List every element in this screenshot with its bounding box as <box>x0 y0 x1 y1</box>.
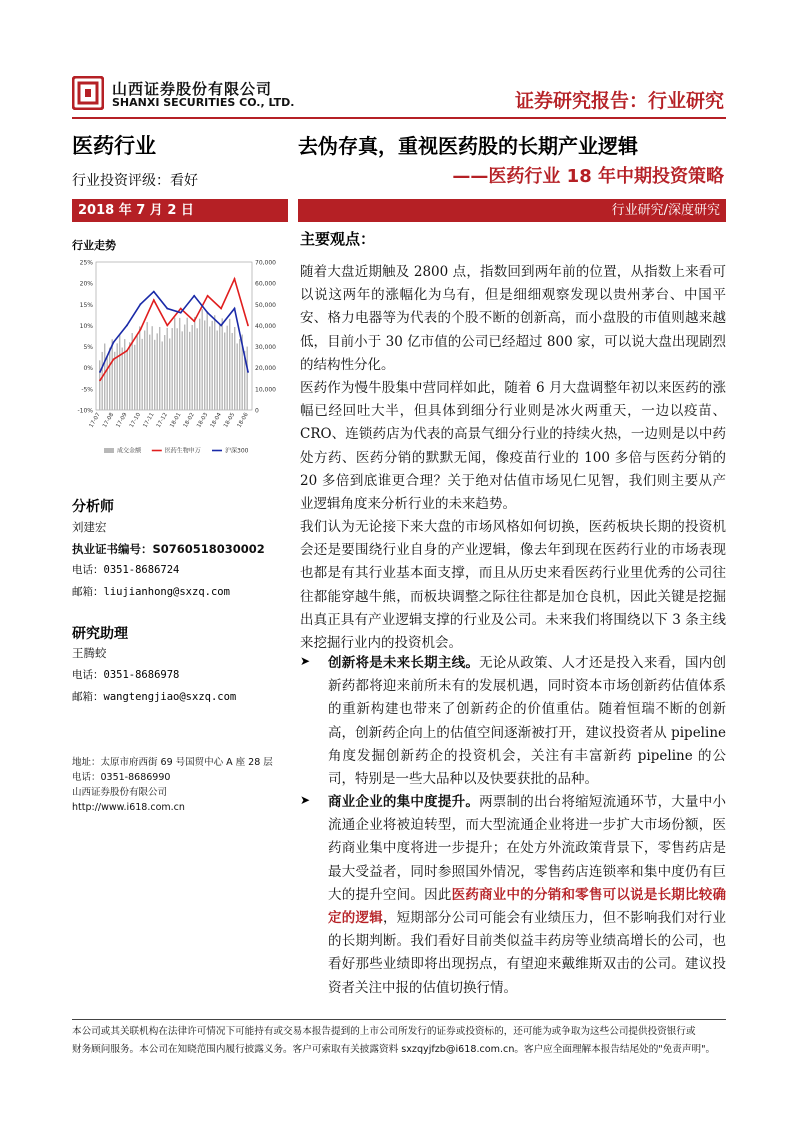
company-name-en: SHANXI SECURITIES CO., LTD. <box>112 96 295 109</box>
volume-bar <box>212 321 213 410</box>
volume-bar <box>239 339 240 410</box>
series-point <box>166 308 168 310</box>
volume-bar <box>184 325 185 410</box>
volume-bar <box>202 309 203 410</box>
series-point <box>220 325 222 327</box>
volume-bar <box>192 325 193 410</box>
series-point <box>207 312 209 314</box>
series-point <box>166 325 168 327</box>
y-right-tick-label: 40,000 <box>255 322 276 330</box>
volume-bar <box>227 326 228 410</box>
arrow-bullet-icon: ➤ <box>300 793 311 807</box>
bullet-innovation-body: 无论从政策、人才还是投入来看，国内创新药都将迎来前所未有的发展机遇，同时资本市场创新药估值体系的重新构建也带来了创新药企的价值重估。随着恒瑞不断的创新高，创新药企向上的估值空间逐渐被打开，建议投资者从 pipeline 角度发掘创新药企的投资机会，关注有丰富新药 pipeline 的公司，特别是一些大品种以及快要获批的品种。 <box>328 655 727 788</box>
analyst-name: 刘建宏 <box>72 520 107 534</box>
volume-bar <box>137 336 138 410</box>
volume-bar <box>194 317 195 410</box>
y-left-tick-label: -5% <box>81 386 93 394</box>
volume-bar <box>189 332 190 410</box>
series-point <box>113 341 115 343</box>
series-point <box>234 308 236 310</box>
report-category: 行业研究/深度研究 <box>298 199 726 222</box>
company-website[interactable]: http://www.i618.com.cn <box>72 802 185 813</box>
disclaimer <box>72 1023 732 1059</box>
volume-bar <box>174 318 175 410</box>
main-point-heading: 主要观点： <box>300 230 376 248</box>
assistant-phone: 电话：0351-8686978 <box>72 669 180 681</box>
x-tick-label: 18-05 <box>223 412 237 429</box>
series-point <box>247 325 249 327</box>
bullet-commerce-body-a: 两票制的出台将缩短流通环节，大量中小流通企业将被迫转型，而大型流通企业将进一步扩大市场份额，医药商业集中度将进一步提升；在处方外流政策背景下，零售药店是最大受益者，同时参照国外情况，零售药店连锁率和集中度仍有巨大的提升空间。因此 <box>328 794 727 903</box>
volume-bar <box>162 341 163 410</box>
volume-bar <box>139 326 140 410</box>
volume-bar <box>167 328 168 410</box>
company-phone: 电话：0351-8686990 <box>72 772 171 783</box>
bullet-commerce-body-b: ，短期部分公司可能会有业绩压力，但不影响我们对行业的长期判断。我们看好目前类似益丰药房等业绩高增长的公司，也看好那些业绩即将出现拐点，有望迎来戴维斯双击的公司。建议投资者关注中报的估值切换行情。 <box>328 910 727 996</box>
volume-bar <box>177 328 178 410</box>
x-tick-label: 17-07 <box>88 412 102 429</box>
report-date: 2018 年 7 月 2 日 <box>72 199 288 222</box>
legend-swatch-bar <box>104 448 114 453</box>
x-tick-label: 17-12 <box>155 412 170 429</box>
volume-bar <box>234 327 235 410</box>
disclaimer-line-2: 财务顾问服务。本公司在知晓范围内履行披露义务。客户可索取有关披露资料 sxzqyjfzb@i618.com.cn。客户应全面理解本报告结尾处的"免责声明"。 <box>72 1044 716 1055</box>
series-point <box>126 325 128 327</box>
volume-bar <box>214 315 215 410</box>
volume-bar <box>107 356 108 410</box>
industry-title: 医药行业 <box>72 134 156 158</box>
x-tick-label: 17-10 <box>128 412 143 429</box>
analyst-heading: 分析师 <box>72 499 114 515</box>
x-tick-label: 18-06 <box>236 412 250 429</box>
volume-bar <box>199 319 200 410</box>
report-type: 证券研究报告：行业研究 <box>514 90 724 112</box>
series-point <box>126 350 128 352</box>
volume-bar <box>217 331 218 410</box>
volume-bar <box>237 343 238 410</box>
y-left-tick-label: 10% <box>79 322 93 330</box>
x-tick-label: 17-08 <box>101 412 116 429</box>
volume-bar <box>229 319 230 410</box>
volume-bar <box>164 335 165 410</box>
x-tick-label: 18-02 <box>182 412 196 429</box>
volume-bar <box>127 351 128 410</box>
industry-rating: 行业投资评级：看好 <box>72 173 198 189</box>
y-left-tick-label: 20% <box>79 280 93 288</box>
report-subtitle: ——医药行业 18 年中期投资策略 <box>452 166 724 187</box>
y-right-tick-label: 50,000 <box>255 301 276 309</box>
y-left-tick-label: -10% <box>77 407 93 415</box>
x-tick-label: 18-04 <box>209 412 223 429</box>
company-address: 地址：太原市府西街 69 号国贸中心 A 座 28 层 <box>72 757 273 768</box>
volume-bar <box>197 328 198 410</box>
volume-bar <box>154 340 155 410</box>
company-contact <box>72 755 282 815</box>
header-divider <box>72 117 726 119</box>
industry-trend-chart <box>66 250 278 468</box>
y-right-tick-label: 20,000 <box>255 365 276 373</box>
volume-bar <box>142 339 143 410</box>
volume-bar <box>219 325 220 410</box>
volume-bar <box>104 344 105 410</box>
series-point <box>193 295 195 297</box>
volume-bar <box>147 322 148 410</box>
x-tick-label: 18-01 <box>169 412 183 429</box>
series-point <box>113 358 115 360</box>
volume-bar <box>172 328 173 410</box>
volume-bar <box>99 360 100 410</box>
legend-label: 成交金额 <box>117 447 142 455</box>
analyst-cert: 执业证书编号：S0760518030002 <box>72 542 265 556</box>
paragraph-3: 我们认为无论接下来大盘的市场风格如何切换，医药板块长期的投资机会还是要围绕行业自身的产业逻辑，像去年到现在医药行业的市场表现也都是有其行业基本面支撑，而且从历史来看医药行业里优秀的公司往往都能穿越牛熊，而板块调整之际往往都是加仓良机，因此关键是挖掘出真正具有产业逻辑支撑的行业及公司。未来我们将围绕以下 3 条主线来挖掘行业内的投资机会。 <box>300 519 726 652</box>
assistant-name: 王腾蛟 <box>72 646 107 660</box>
volume-bar <box>207 311 208 410</box>
y-right-tick-label: 0 <box>255 407 259 415</box>
volume-bar <box>109 348 110 410</box>
volume-bar <box>112 339 113 410</box>
volume-bar <box>102 352 103 410</box>
y-left-tick-label: 15% <box>79 301 93 309</box>
company-logo-icon <box>72 76 104 110</box>
legend-label: 沪深300 <box>225 447 249 455</box>
bullet-commerce-text <box>328 791 726 1000</box>
x-tick-label: 18-03 <box>196 412 210 429</box>
footer-divider <box>72 1019 726 1020</box>
bullet-innovation-title: 创新将是未来长期主线。 <box>328 655 480 671</box>
volume-bar <box>129 342 130 410</box>
chart-title: 行业走势 <box>72 239 116 252</box>
assistant-heading: 研究助理 <box>72 626 128 642</box>
volume-bar <box>124 339 125 410</box>
series-point <box>153 291 155 293</box>
analyst-phone: 电话：0351-8686724 <box>72 564 180 576</box>
analyst-email[interactable]: 邮箱：liujianhong@sxzq.com <box>72 586 230 598</box>
volume-bar <box>117 343 118 410</box>
volume-bar <box>232 333 233 410</box>
volume-bar <box>204 320 205 410</box>
y-left-tick-label: 25% <box>79 259 93 267</box>
volume-bar <box>169 338 170 410</box>
bullet-innovation-text <box>328 652 726 791</box>
volume-bar <box>179 318 180 410</box>
x-tick-label: 17-09 <box>115 412 129 429</box>
company-name: 山西证券股份有限公司 <box>72 787 168 798</box>
company-name-cn: 山西证券股份有限公司 <box>112 80 273 98</box>
assistant-email[interactable]: 邮箱：wangtengjiao@sxzq.com <box>72 691 237 703</box>
volume-bar <box>224 332 225 410</box>
y-left-tick-label: 0% <box>83 365 93 373</box>
series-point <box>220 308 222 310</box>
legend-label: 医药生物申万 <box>164 447 201 455</box>
bullet-commerce-title: 商业企业的集中度提升。 <box>328 794 480 810</box>
series-point <box>139 303 141 305</box>
volume-bar <box>222 318 223 410</box>
volume-bar <box>134 345 135 410</box>
series-point <box>99 380 101 382</box>
paragraph-1: 随着大盘近期触及 2800 点，指数回到两年前的位置，从指数上来看可以说这两年的涨幅化为乌有，但是细细观察发现以贵州茅台、中国平安、格力电器等为代表的个股不断的创新高，而小盘股的市值则越来越低，目前小于 30 亿市值的公司已经超过 800 家，可以说大盘出现剧烈的结构性分化。 <box>300 264 726 373</box>
series-point <box>207 295 209 297</box>
series-point <box>193 320 195 322</box>
y-right-tick-label: 60,000 <box>255 280 276 288</box>
x-tick-label: 17-11 <box>142 412 156 429</box>
volume-bar <box>247 347 248 410</box>
series-point <box>153 299 155 301</box>
volume-bar <box>149 335 150 410</box>
series-point <box>234 278 236 280</box>
volume-bar <box>119 335 120 410</box>
bullet-commerce-highlight: 医药商业中的分销和零售可以说是长期比较确定的逻辑 <box>328 886 727 927</box>
y-right-tick-label: 30,000 <box>255 344 276 352</box>
volume-bar <box>159 327 160 410</box>
volume-bar <box>152 326 153 410</box>
bullet-commerce <box>300 791 726 1000</box>
y-right-tick-label: 70,000 <box>255 259 276 267</box>
volume-bar <box>209 327 210 410</box>
arrow-bullet-icon: ➤ <box>300 654 311 668</box>
series-point <box>247 371 249 373</box>
volume-bar <box>157 333 158 410</box>
series-point <box>180 312 182 314</box>
report-title: 去伪存真，重视医药股的长期产业逻辑 <box>298 134 638 158</box>
volume-bar <box>182 331 183 410</box>
volume-bar <box>144 330 145 410</box>
series-point <box>180 308 182 310</box>
volume-bar <box>114 352 115 410</box>
series-point <box>139 329 141 331</box>
series-point <box>99 371 101 373</box>
disclaimer-line-1: 本公司或其关联机构在法律许可情况下可能持有或交易本报告提到的上市公司所发行的证券或投资标的，还可能为或争取为这些公司提供投资银行或 <box>72 1026 696 1037</box>
volume-bar <box>122 348 123 410</box>
bullet-innovation <box>300 652 726 791</box>
paragraph-2: 医药作为慢牛股集中营同样如此，随着 6 月大盘调整年初以来医药的涨幅已经回吐大半，但具体到细分行业则是冰火两重天，一边以疫苗、CRO、连锁药店为代表的高景气细分行业的持续火热，一边则是以中药处方药、医药分销的默默无闻，像疫苗行业的 100 多倍与医药分销的 20 多倍到底谁更合理？关于绝对估值市场见仁见智，我们则主要从产业逻辑角度来分析行业的未来趋势。 <box>300 380 726 513</box>
y-left-tick-label: 5% <box>83 344 93 352</box>
volume-bar <box>187 318 188 410</box>
y-right-tick-label: 10,000 <box>255 386 276 394</box>
